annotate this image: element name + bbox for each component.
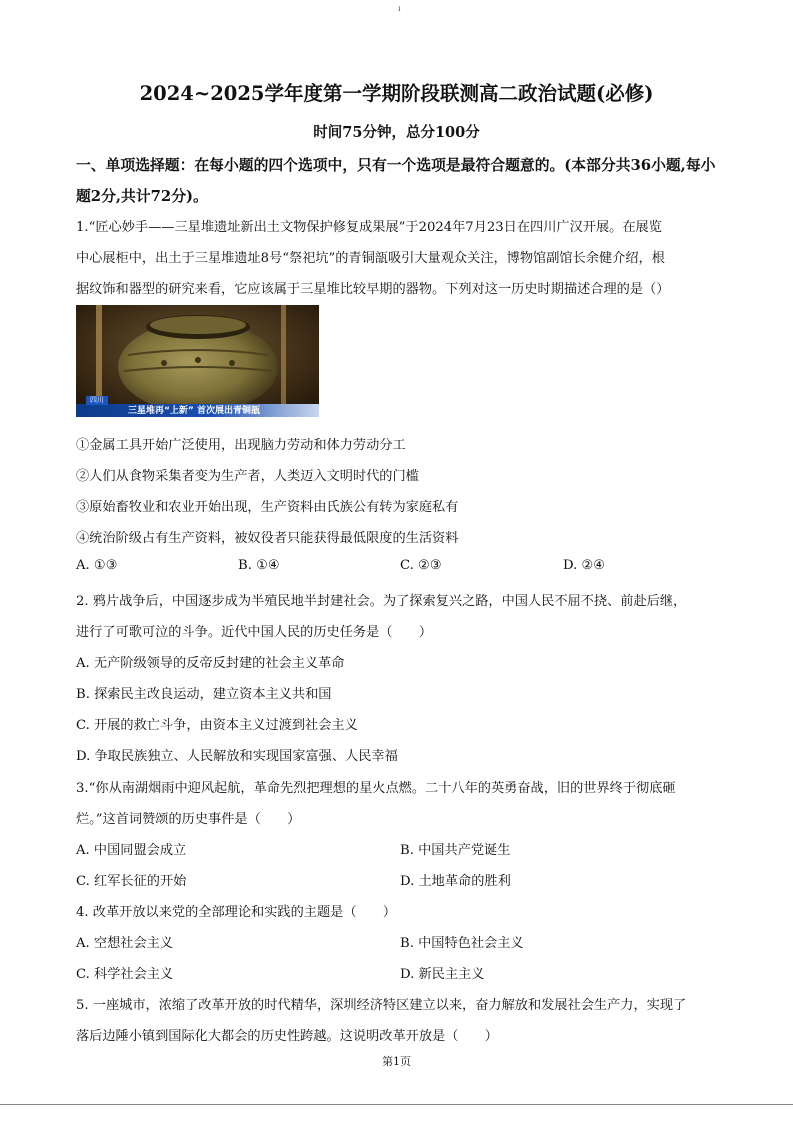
- station-tag: 四川: [86, 396, 108, 405]
- q1-option-b: B. ①④: [238, 558, 280, 573]
- q2-option-b: B. 探索民主改良运动，建立资本主义共和国: [76, 687, 332, 702]
- q5-stem-line-2: 落后边陲小镇到国际化大都会的历史性跨越。这说明改革开放是（ ）: [76, 1029, 498, 1044]
- photo-caption: 三星堆再“上新” 首次展出青铜瓿: [128, 406, 260, 416]
- q4-option-d: D. 新民主主义: [400, 967, 485, 982]
- q5-stem-line-1: 5. 一座城市，浓缩了改革开放的时代精华，深圳经济特区建立以来，奋力解放和发展社会生产力，实现了: [76, 998, 687, 1013]
- q3-option-d: D. 土地革命的胜利: [400, 874, 511, 889]
- q2-stem-line-2: 进行了可歌可泣的斗争。近代中国人民的历史任务是（ ）: [76, 625, 433, 640]
- exam-time-score: 时间75分钟，总分100分: [313, 124, 480, 141]
- q2-option-a: A. 无产阶级领导的反帝反封建的社会主义革命: [76, 656, 345, 671]
- q1-stem-line-3: 据纹饰和器型的研究来看，它应该属于三星堆比较早期的器物。下列对这一历史时期描述合理的是（）: [76, 282, 670, 297]
- q4-option-c: C. 科学社会主义: [76, 967, 174, 982]
- q4-stem: 4. 改革开放以来党的全部理论和实践的主题是（ ）: [76, 905, 397, 920]
- page-number: 第1页: [382, 1055, 411, 1068]
- q1-stem-line-2: 中心展柜中，出土于三星堆遗址8号“祭祀坑”的青铜瓿吸引大量观众关注，博物馆副馆长余健介绍，根: [76, 251, 665, 266]
- section-heading: 一、单项选择题：在每小题的四个选项中，只有一个选项是最符合题意的。(本部分共36小题,每小题2分,共计72分)。: [76, 157, 716, 205]
- header-mark: ı: [398, 4, 401, 13]
- q4-option-a: A. 空想社会主义: [76, 936, 174, 951]
- q3-stem-line-1: 3.“你从南湖烟雨中迎风起航，革命先烈把理想的星火点燃。二十八年的英勇奋战，旧的世界终于彻底砸: [76, 781, 676, 796]
- q3-stem-line-2: 烂。”这首词赞颂的历史事件是（ ）: [76, 812, 301, 827]
- q2-option-c: C. 开展的救亡斗争，由资本主义过渡到社会主义: [76, 718, 358, 733]
- q1-statement-1: ①金属工具开始广泛使用，出现脑力劳动和体力劳动分工: [76, 438, 406, 453]
- q1-stem-line-1: 1.“匠心妙手——三星堆遗址新出土文物保护修复成果展”于2024年7月23日在四川广汉开展。在展览: [76, 220, 662, 235]
- q1-option-c: C. ②③: [400, 558, 442, 573]
- q3-option-c: C. 红军长征的开始: [76, 874, 187, 889]
- q1-option-a: A. ①③: [76, 558, 118, 573]
- q2-option-d: D. 争取民族独立、人民解放和实现国家富强、人民幸福: [76, 749, 398, 764]
- q4-option-b: B. 中国特色社会主义: [400, 936, 524, 951]
- q3-option-a: A. 中国同盟会成立: [76, 843, 187, 858]
- bronze-vessel-image: [76, 305, 319, 417]
- q2-stem-line-1: 2. 鸦片战争后，中国逐步成为半殖民地半封建社会。为了探索复兴之路，中国人民不屈不挠、前赴后继，: [76, 594, 687, 609]
- page-bottom-rule: [0, 1104, 793, 1105]
- bronze-vessel-photo: [76, 305, 319, 417]
- q3-option-b: B. 中国共产党诞生: [400, 843, 511, 858]
- page-title: 2024~2025学年度第一学期阶段联测高二政治试题(必修): [139, 82, 654, 105]
- q1-statement-3: ③原始畜牧业和农业开始出现，生产资料由氏族公有转为家庭私有: [76, 500, 459, 515]
- q1-option-d: D. ②④: [563, 558, 606, 573]
- q1-statement-2: ②人们从食物采集者变为生产者，人类迈入文明时代的门槛: [76, 469, 419, 484]
- q1-statement-4: ④统治阶级占有生产资料，被奴役者只能获得最低限度的生活资料: [76, 531, 459, 546]
